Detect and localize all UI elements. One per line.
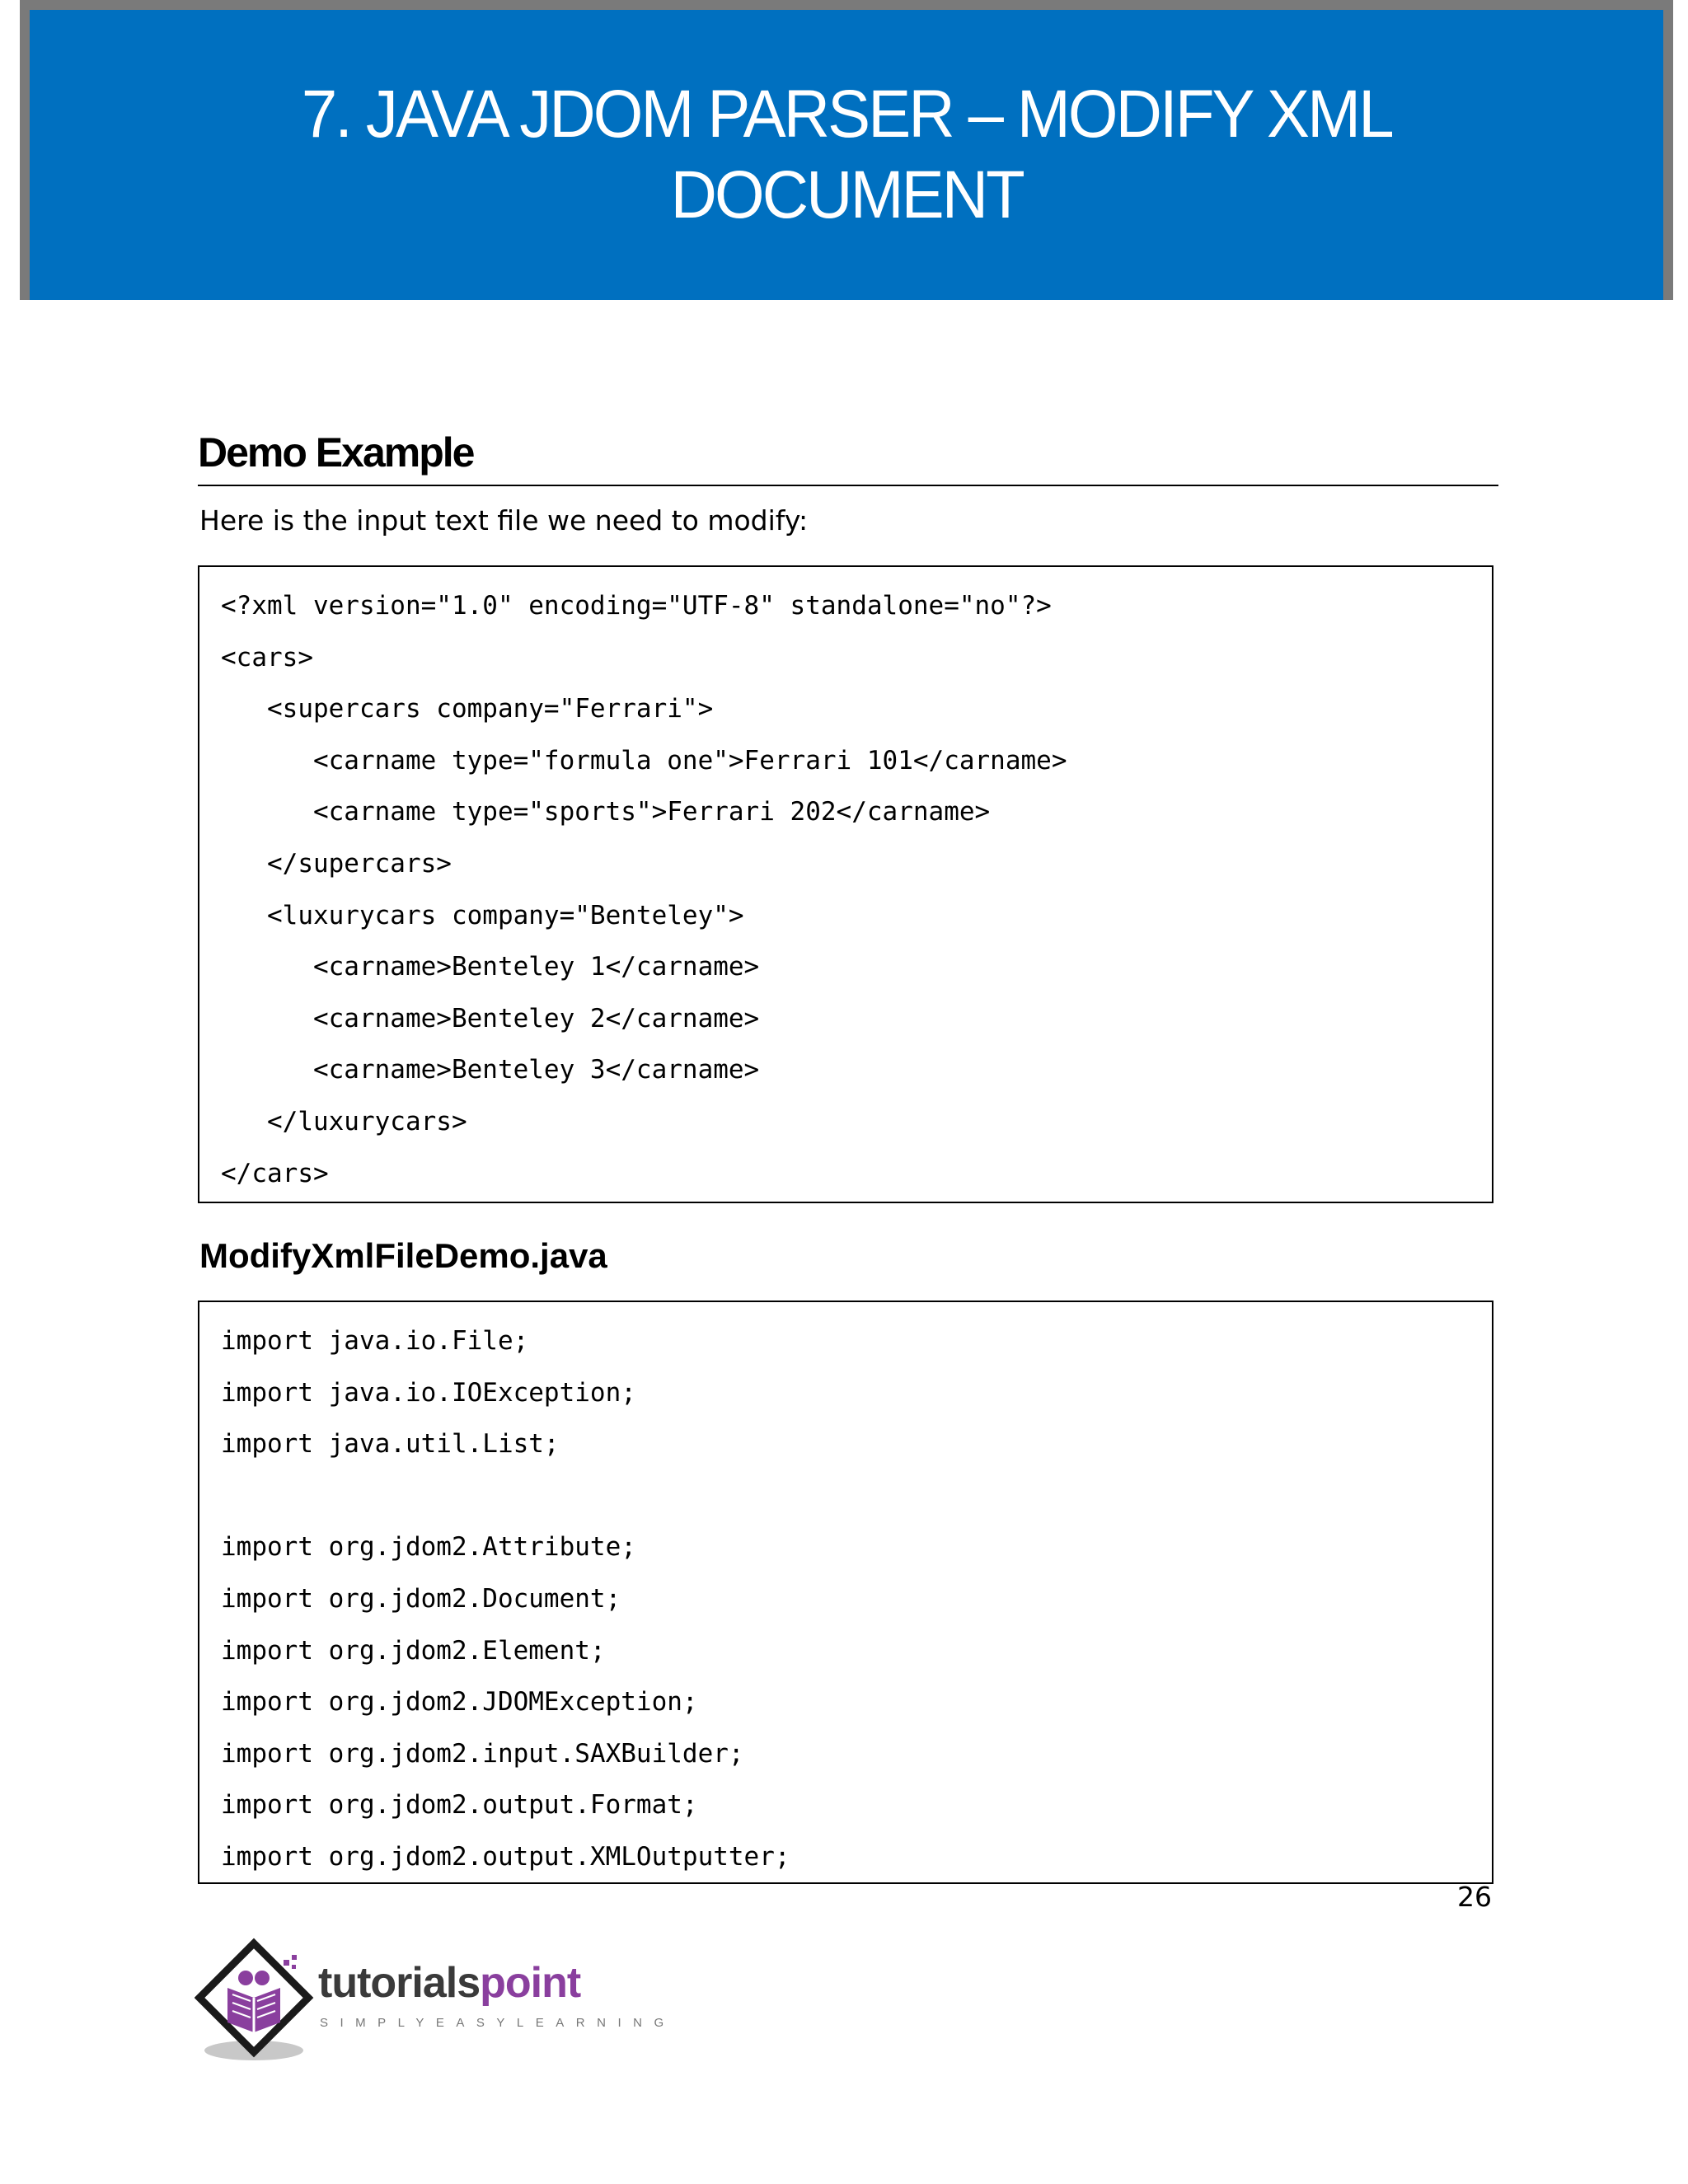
tutorialspoint-book-diamond-icon [195, 1937, 318, 2069]
code-line: import org.jdom2.input.SAXBuilder; [221, 1738, 744, 1769]
chapter-title: 7. JAVA JDOM PARSER – MODIFY XML DOCUMENT [301, 77, 1392, 232]
java-code-lines [221, 1315, 790, 1883]
logo-wordmark-tutorials: tutorials [318, 1959, 481, 2007]
code-line [221, 1470, 790, 1522]
code-line: import org.jdom2.JDOMException; [221, 1687, 698, 1718]
code-line: import java.io.File; [221, 1326, 529, 1356]
code-line: </cars> [221, 1158, 329, 1188]
logo-wordmark [318, 1958, 580, 2008]
xml-code-lines [221, 580, 1067, 1199]
java-code-block [198, 1301, 1493, 1884]
code-line: </luxurycars> [221, 1106, 467, 1137]
tutorialspoint-logo[interactable] [195, 1937, 676, 2069]
code-line: <carname type="formula one">Ferrari 101</carname> [221, 745, 1067, 776]
code-line: import org.jdom2.Element; [221, 1635, 606, 1666]
page-number: 26 [1457, 1881, 1492, 1913]
code-line: <cars> [221, 642, 313, 673]
code-line: import java.io.IOException; [221, 1377, 636, 1408]
code-line: <luxurycars company="Benteley"> [221, 900, 744, 930]
xml-code-block [198, 565, 1493, 1203]
code-line: <carname>Benteley 1</carname> [221, 952, 760, 982]
code-line: import org.jdom2.Attribute; [221, 1532, 636, 1563]
logo-wordmark-point: point [480, 1959, 581, 2007]
logo-tagline: SIMPLYEASYLEARNING [320, 2016, 676, 2030]
code-line: <carname>Benteley 3</carname> [221, 1055, 760, 1085]
section-heading: Demo Example [198, 429, 1498, 486]
java-file-heading: ModifyXmlFileDemo.java [199, 1236, 607, 1275]
code-line: import org.jdom2.output.Format; [221, 1790, 698, 1821]
code-line: import org.jdom2.Document; [221, 1583, 621, 1614]
code-line: <carname>Benteley 2</carname> [221, 1003, 760, 1033]
code-line: <?xml version="1.0" encoding="UTF-8" standalone="no"?> [221, 591, 1052, 621]
code-line: <carname type="sports">Ferrari 202</carname> [221, 797, 991, 827]
code-line: import org.jdom2.output.XMLOutputter; [221, 1841, 790, 1872]
intro-text: Here is the input text file we need to modify: [199, 504, 809, 537]
code-line: </supercars> [221, 848, 452, 879]
chapter-banner [30, 10, 1663, 300]
code-line: import java.util.List; [221, 1429, 560, 1460]
code-line: <supercars company="Ferrari"> [221, 694, 714, 724]
